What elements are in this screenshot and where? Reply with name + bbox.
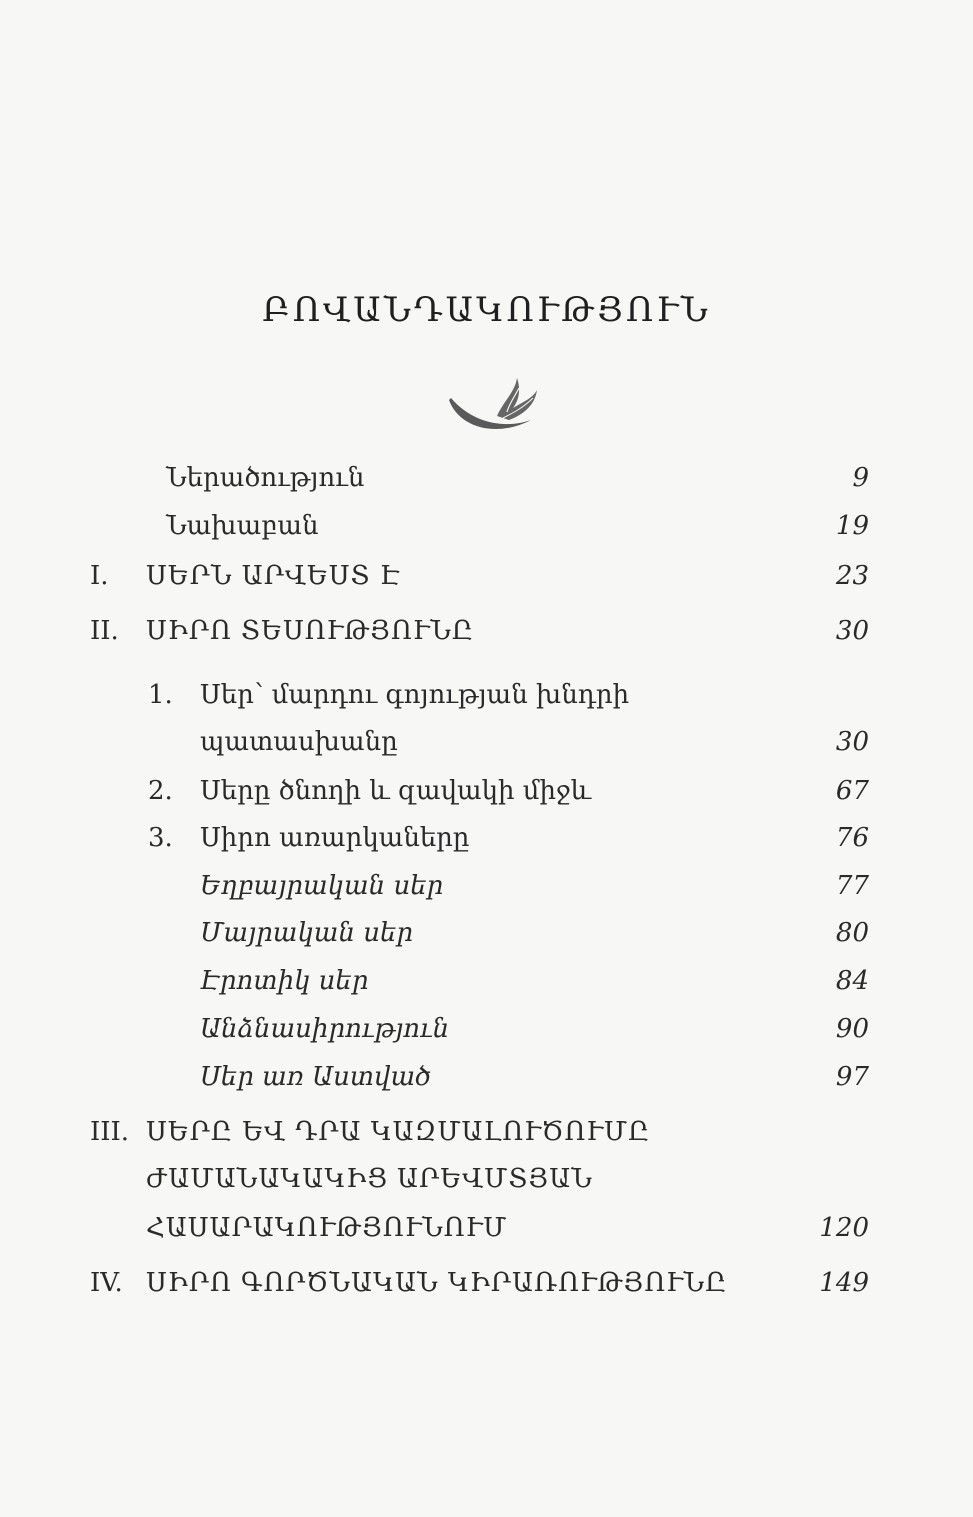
entry-page-number: 30 (835, 616, 869, 646)
toc-entry (0, 771, 973, 811)
entry-page-number: 9 (852, 463, 869, 493)
entry-page-number: 80 (835, 918, 869, 948)
toc-entry-continuation (0, 722, 973, 762)
toc-entry (0, 506, 973, 546)
chapter-number: II. (90, 616, 119, 646)
entry-page-number: 23 (835, 561, 869, 591)
entry-label-continued: պատասխանը (200, 727, 398, 757)
entry-page-number: 149 (819, 1268, 869, 1298)
toc-entry (0, 1009, 973, 1049)
entry-label-continued: ԺԱՄԱՆԱԿԱԿԻՑ ԱՐԵՎՄՏՅԱՆ (146, 1164, 593, 1194)
toc-entry (0, 1112, 973, 1152)
chapter-number: III. (90, 1117, 130, 1147)
section-number: 3. (148, 823, 173, 853)
entry-label: ՍԻՐՈ ԳՈՐԾՆԱԿԱՆ ԿԻՐԱՌՈՒԹՅՈՒՆԸ (146, 1268, 728, 1298)
toc-entry (0, 866, 973, 906)
entry-page-number: 77 (835, 871, 869, 901)
chapter-number: I. (90, 561, 109, 591)
entry-page-number: 120 (819, 1213, 869, 1243)
entry-page-number: 84 (835, 966, 869, 996)
entry-page-number: 97 (835, 1062, 869, 1092)
entry-label: Անձնասիրություն (200, 1014, 450, 1044)
entry-label: Ներածություն (166, 463, 365, 493)
toc-entry-continuation (0, 1208, 973, 1248)
entry-label: Սեր՝ մարդու գոյության խնդրի (200, 680, 630, 710)
toc-entry (0, 556, 973, 596)
entry-label-continued: ՀԱՍԱՐԱԿՈՒԹՅՈՒՆՈՒՄ (146, 1213, 508, 1243)
page-title: ԲՈՎԱՆԴԱԿՈՒԹՅՈՒՆ (262, 290, 711, 330)
entry-label: Նախաբան (166, 511, 319, 541)
entry-label: Սերը ծնողի և զավակի միջև (200, 776, 592, 806)
entry-label: Սեր առ Աստված (200, 1062, 432, 1092)
entry-label: Մայրական սեր (200, 918, 414, 948)
entry-label: ՍԻՐՈ ՏԵՍՈՒԹՅՈՒՆԸ (146, 616, 474, 646)
entry-page-number: 67 (835, 776, 869, 806)
toc-entry-continuation (0, 1159, 973, 1199)
section-number: 1. (148, 680, 173, 710)
entry-label: Եղբայրական սեր (200, 871, 444, 901)
entry-page-number: 76 (835, 823, 869, 853)
toc-entry (0, 961, 973, 1001)
toc-entry (0, 913, 973, 953)
entry-label: Սիրո առարկաները (200, 823, 470, 853)
section-number: 2. (148, 776, 173, 806)
leaf-swirl-icon (445, 372, 540, 442)
entry-label: ՍԵՐԸ ԵՎ ԴՐԱ ԿԱԶՄԱԼՈՒԾՈՒՄԸ (146, 1117, 651, 1147)
toc-entry (0, 675, 973, 715)
toc-entry (0, 818, 973, 858)
toc-entry (0, 458, 973, 498)
chapter-number: IV. (90, 1268, 123, 1298)
toc-entry (0, 611, 973, 651)
entry-page-number: 90 (835, 1014, 869, 1044)
entry-page-number: 30 (835, 727, 869, 757)
entry-page-number: 19 (835, 511, 869, 541)
entry-label: Էրոտիկ սեր (200, 966, 369, 996)
toc-entry (0, 1263, 973, 1303)
entry-label: ՍԵՐՆ ԱՐՎԵՍՏ Է (146, 561, 401, 591)
toc-entry (0, 1057, 973, 1097)
